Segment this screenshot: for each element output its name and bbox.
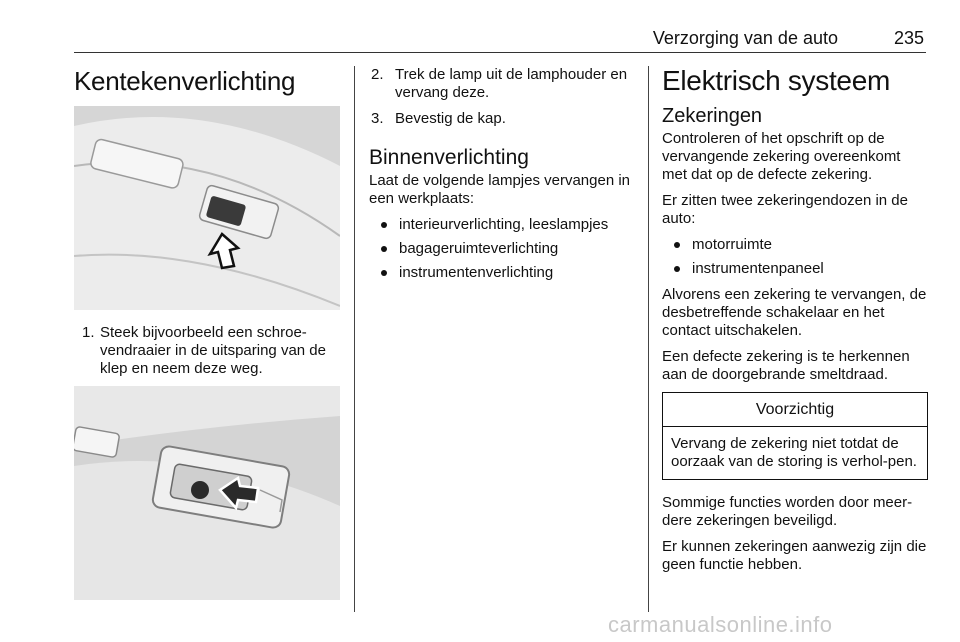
step-text: Bevestig de kap. bbox=[395, 110, 506, 127]
paragraph: Een defecte zekering is te herkennen aan de doorgebrande smeltdraad. bbox=[662, 348, 910, 383]
caution-text: Vervang de zekering niet totdat de oorzaak van de storing is verhol-pen. bbox=[671, 435, 917, 470]
column-right bbox=[662, 62, 928, 582]
paragraph: Alvorens een zekering te vervangen, de desbetreffende schakelaar en het contact uitschakelen. bbox=[662, 286, 927, 339]
steps-list bbox=[74, 324, 340, 378]
caution-title: Voorzichtig bbox=[663, 393, 927, 427]
column-divider bbox=[354, 66, 355, 612]
section-heading: Elektrisch systeem bbox=[662, 65, 890, 96]
header-title: Verzorging van de auto bbox=[652, 28, 838, 48]
subsection-heading: Zekeringen bbox=[662, 105, 763, 127]
paragraph: Sommige functies worden door meer-dere zekeringen beveiligd. bbox=[662, 494, 913, 529]
steps-list bbox=[369, 66, 635, 128]
step-number: 3. bbox=[371, 110, 384, 127]
page-header bbox=[74, 24, 926, 53]
step-text: Trek de lamp uit de lamphouder en vervang deze. bbox=[395, 66, 628, 101]
column-left bbox=[74, 62, 340, 600]
caution-box bbox=[662, 392, 928, 480]
paragraph: Er zitten twee zekeringendozen in de auto: bbox=[662, 192, 908, 227]
figure-license-lamp-cover bbox=[74, 106, 340, 310]
list-item: motorruimte bbox=[662, 236, 928, 254]
watermark: carmanualsonline.info bbox=[608, 612, 833, 637]
figure-image bbox=[74, 106, 340, 310]
step-item bbox=[369, 110, 635, 128]
list-item: instrumentenpaneel bbox=[662, 260, 928, 278]
column-divider bbox=[648, 66, 649, 612]
list-item: bagageruimteverlichting bbox=[369, 240, 635, 258]
paragraph: Controleren of het opschrift op de vervangende zekering overeenkomt met dat op de defecte zekering. bbox=[662, 130, 901, 183]
step-text: Steek bijvoorbeeld een schroe-vendraaier in de uitsparing van de klep en neem deze weg. bbox=[100, 324, 326, 377]
section-heading: Kentekenverlichting bbox=[74, 66, 296, 96]
bullet-list bbox=[662, 236, 928, 278]
list-item: interieurverlichting, leeslampjes bbox=[369, 216, 635, 234]
figure-lamp-holder bbox=[74, 386, 340, 600]
column-middle bbox=[369, 62, 635, 290]
section-heading: Binnenverlichting bbox=[369, 146, 529, 169]
paragraph: Er kunnen zekeringen aanwezig zijn die geen functie hebben. bbox=[662, 538, 927, 573]
step-number: 1. bbox=[82, 324, 95, 341]
step-item bbox=[74, 324, 340, 378]
step-item bbox=[369, 66, 635, 102]
step-number: 2. bbox=[371, 66, 384, 83]
page-number: 235 bbox=[893, 28, 924, 48]
bullet-list bbox=[369, 216, 635, 282]
list-item: instrumentenverlichting bbox=[369, 264, 635, 282]
figure-image bbox=[74, 386, 340, 600]
paragraph: Laat de volgende lampjes vervangen in een werkplaats: bbox=[369, 172, 631, 207]
